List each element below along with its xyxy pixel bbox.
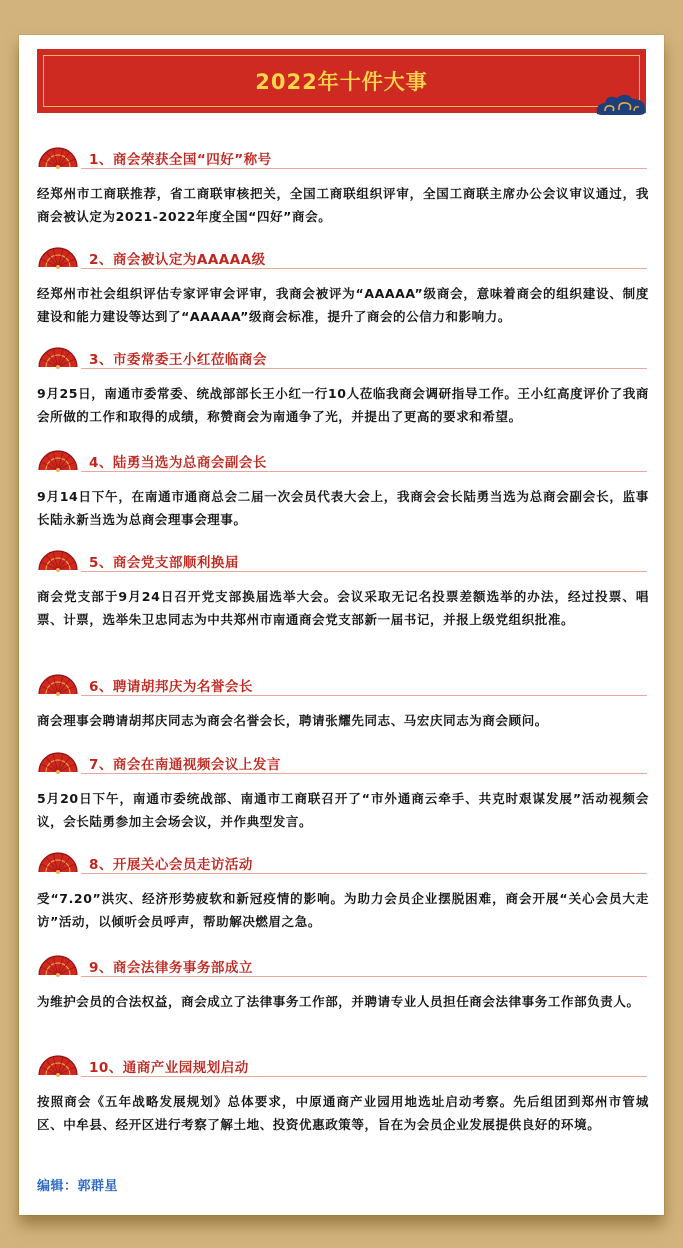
list-item xyxy=(37,345,649,428)
section-body: 经郑州市工商联推荐，省工商联审核把关，全国工商联组织评审，全国工商联主席办公会议审议通过，我商会被认定为2021-2022年度全国“四好”商会。 xyxy=(37,186,649,224)
divider xyxy=(81,695,647,696)
divider xyxy=(81,773,647,774)
divider xyxy=(81,571,647,572)
divider xyxy=(81,368,647,369)
section-header xyxy=(37,850,649,876)
section-header xyxy=(37,345,649,371)
section-body: 为维护会员的合法权益，商会成立了法律事务工作部，并聘请专业人员担任商会法律事务工作部负责人。 xyxy=(37,994,640,1009)
section-title: 6、聘请胡邦庆为名誉会长 xyxy=(89,679,253,695)
page-title: 2022年十件大事 xyxy=(255,70,428,94)
fan-icon xyxy=(37,345,79,369)
divider xyxy=(81,873,647,874)
section-header xyxy=(37,548,649,574)
section-title: 8、开展关心会员走访活动 xyxy=(89,857,253,873)
list-item xyxy=(37,953,649,1013)
section-title: 1、商会荣获全国“四好”称号 xyxy=(89,152,272,168)
editor-credit: 编辑：郭群星 xyxy=(37,1179,119,1194)
section-title: 5、商会党支部顺利换届 xyxy=(89,555,239,571)
section-header xyxy=(37,145,649,171)
fan-icon xyxy=(37,953,79,977)
section-title: 4、陆勇当选为总商会副会长 xyxy=(89,455,267,471)
list-item xyxy=(37,548,649,631)
section-body: 5月20日下午，南通市委统战部、南通市工商联召开了“市外通商云牵手、共克时艰谋发展”活动视频会议，会长陆勇参加主会场会议，并作典型发言。 xyxy=(37,791,649,829)
divider xyxy=(81,471,647,472)
fan-icon xyxy=(37,548,79,572)
section-title: 10、通商产业园规划启动 xyxy=(89,1060,249,1076)
list-item xyxy=(37,145,649,228)
fan-icon xyxy=(37,245,79,269)
fan-icon xyxy=(37,448,79,472)
section-body: 商会理事会聘请胡邦庆同志为商会名誉会长，聘请张耀先同志、马宏庆同志为商会顾问。 xyxy=(37,713,548,728)
list-item xyxy=(37,850,649,933)
fan-icon xyxy=(37,672,79,696)
divider xyxy=(81,268,647,269)
section-body: 按照商会《五年战略发展规划》总体要求，中原通商产业园用地选址启动考察。先后组团到郑州市管城区、中牟县、经开区进行考察了解土地、投资优惠政策等，旨在为会员企业发展提供良好的环境。 xyxy=(37,1094,649,1132)
section-body: 商会党支部于9月24日召开党支部换届选举大会。会议采取无记名投票差额选举的办法，经过投票、唱票、计票，选举朱卫忠同志为中共郑州市南通商会党支部新一届书记，并报上级党组织批准。 xyxy=(37,589,649,627)
divider xyxy=(81,976,647,977)
list-item xyxy=(37,245,649,328)
section-header xyxy=(37,953,649,979)
fan-icon xyxy=(37,850,79,874)
fan-icon xyxy=(37,145,79,169)
section-header xyxy=(37,448,649,474)
section-title: 3、市委常委王小红莅临商会 xyxy=(89,352,267,368)
divider xyxy=(81,168,647,169)
fan-icon xyxy=(37,1053,79,1077)
section-body: 经郑州市社会组织评估专家评审会评审，我商会被评为“AAAAA”级商会，意味着商会的组织建设、制度建设和能力建设等达到了“AAAAA”级商会标准，提升了商会的公信力和影响力。 xyxy=(37,286,649,324)
list-item xyxy=(37,672,649,732)
list-item xyxy=(37,448,649,531)
article-card xyxy=(19,35,664,1215)
list-item xyxy=(37,1053,649,1136)
section-header xyxy=(37,1053,649,1079)
section-title: 2、商会被认定为AAAAA级 xyxy=(89,252,266,268)
auspicious-cloud-icon xyxy=(593,90,649,118)
section-body: 9月25日，南通市委常委、统战部部长王小红一行10人莅临我商会调研指导工作。王小红高度评价了我商会所做的工作和取得的成绩，称赞商会为南通争了光，并提出了更高的要求和希望。 xyxy=(37,386,649,424)
section-body: 受“7.20”洪灾、经济形势疲软和新冠疫情的影响。为助力会员企业摆脱困难，商会开展“关心会员大走访”活动，以倾听会员呼声，帮助解决燃眉之急。 xyxy=(37,891,649,929)
section-title: 7、商会在南通视频会议上发言 xyxy=(89,757,281,773)
section-body: 9月14日下午，在南通市通商总会二届一次会员代表大会上，我商会会长陆勇当选为总商会副会长，监事长陆永新当选为总商会理事会理事。 xyxy=(37,489,649,527)
title-banner xyxy=(37,49,646,113)
section-title: 9、商会法律务事务部成立 xyxy=(89,960,253,976)
fan-icon xyxy=(37,750,79,774)
section-header xyxy=(37,750,649,776)
section-header xyxy=(37,245,649,271)
list-item xyxy=(37,750,649,833)
section-header xyxy=(37,672,649,698)
divider xyxy=(81,1076,647,1077)
